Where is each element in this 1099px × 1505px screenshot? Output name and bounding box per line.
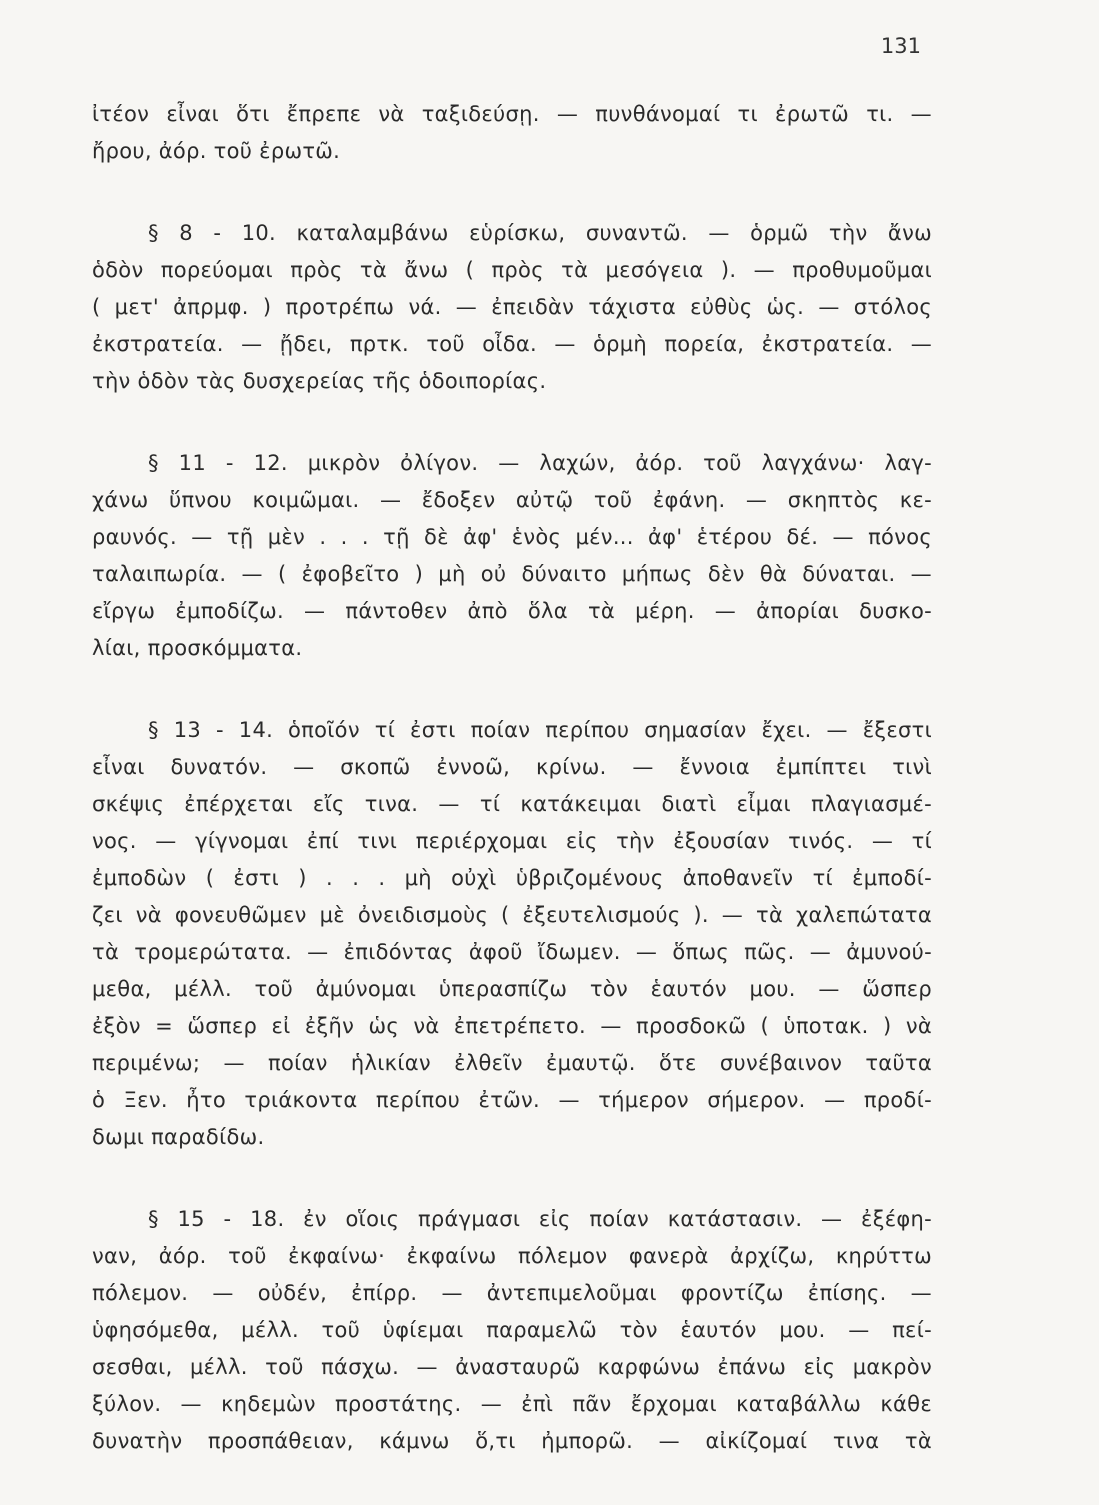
text-line: ἐξὸν = ὥσπερ εἰ ἐξῆν ὡς νὰ ἐπετρέπετο. — προσδοκῶ ( ὑποτακ. ) νὰ [92, 1014, 932, 1038]
text-line: σεσθαι, μέλλ. τοῦ πάσχω. — ἀνασταυρῶ καρφώνω ἐπάνω εἰς μακρὸν [92, 1355, 932, 1379]
text-line: ταλαιπωρία. — ( ἐφοβεῖτο ) μὴ οὐ δύναιτο μήπως δὲν θὰ δύναται. — [92, 562, 932, 586]
text-line: πόλεμον. — οὐδέν, ἐπίρρ. — ἀντεπιμελοῦμαι φροντίζω ἐπίσης. — [92, 1281, 932, 1305]
paragraph-section-15-18 [92, 1201, 932, 1460]
text-line: λίαι, προσκόμματα. [92, 636, 303, 660]
text-line: ραυνός. — τῇ μὲν . . . τῇ δὲ ἀφ' ἑνὸς μέν... ἀφ' ἑτέρου δέ. — πόνος [92, 525, 932, 549]
text-line: § 11 - 12. μικρὸν ὀλίγον. — λαχών, ἀόρ. τοῦ λαγχάνω· λαγ- [148, 451, 932, 475]
text-line: ὁ Ξεν. ἦτο τριάκοντα περίπου ἐτῶν. — τήμερον σήμερον. — προδί- [92, 1088, 932, 1112]
page-body [92, 96, 932, 1505]
text-line: ( μετ' ἀπρμφ. ) προτρέπω νά. — ἐπειδὰν τάχιστα εὐθὺς ὡς. — στόλος [92, 295, 932, 319]
text-line: χάνω ὕπνου κοιμῶμαι. — ἔδοξεν αὐτῷ τοῦ ἐφάνη. — σκηπτὸς κε- [92, 488, 932, 512]
paragraph-section-8-10 [92, 215, 932, 400]
text-line: νος. — γίγνομαι ἐπί τινι περιέρχομαι εἰς τὴν ἐξουσίαν τινός. — τί [92, 829, 932, 853]
page-number: 131 [880, 34, 921, 58]
text-line: ὁδὸν πορεύομαι πρὸς τὰ ἄνω ( πρὸς τὰ μεσόγεια ). — προθυμοῦμαι [92, 258, 932, 282]
text-line: σκέψις ἐπέρχεται εἴς τινα. — τί κατάκειμαι διατὶ εἶμαι πλαγιασμέ- [92, 792, 932, 816]
text-line: τὴν ὁδὸν τὰς δυσχερείας τῆς ὁδοιπορίας. [92, 369, 547, 393]
paragraph-section-13-14 [92, 712, 932, 1156]
text-line: εἴργω ἐμποδίζω. — πάντοθεν ἀπὸ ὅλα τὰ μέρη. — ἀπορίαι δυσκο- [92, 599, 932, 623]
text-line: ναν, ἀόρ. τοῦ ἐκφαίνω· ἐκφαίνω πόλεμον φανερὰ ἀρχίζω, κηρύττω [92, 1244, 932, 1268]
text-line: ἐκστρατεία. — ᾔδει, πρτκ. τοῦ οἶδα. — ὁρμὴ πορεία, ἐκστρατεία. — [92, 332, 932, 356]
text-line: ἰτέον εἶναι ὅτι ἔπρεπε νὰ ταξιδεύσῃ. — πυνθάνομαί τι ἐρωτῶ τι. — [92, 102, 932, 126]
text-line: ζει νὰ φονευθῶμεν μὲ ὀνειδισμοὺς ( ἐξευτελισμούς ). — τὰ χαλεπώτατα [92, 903, 932, 927]
text-line: ξύλον. — κηδεμὼν προστάτης. — ἐπὶ πᾶν ἔρχομαι καταβάλλω κάθε [92, 1392, 932, 1416]
text-line: ὑφησόμεθα, μέλλ. τοῦ ὑφίεμαι παραμελῶ τὸν ἑαυτόν μου. — πεί- [92, 1318, 932, 1342]
text-line: ἤρου, ἀόρ. τοῦ ἐρωτῶ. [92, 139, 341, 163]
text-line: § 15 - 18. ἐν οἵοις πράγμασι εἰς ποίαν κατάστασιν. — ἐξέφη- [148, 1207, 932, 1231]
text-line: εἶναι δυνατόν. — σκοπῶ ἐννοῶ, κρίνω. — ἔννοια ἐμπίπτει τινὶ [92, 755, 932, 779]
text-line: δυνατὴν προσπάθειαν, κάμνω ὅ,τι ἠμπορῶ. — αἰκίζομαί τινα τὰ [92, 1429, 932, 1453]
text-line: ἐμποδὼν ( ἐστι ) . . . μὴ οὐχὶ ὑβριζομένους ἀποθανεῖν τί ἐμποδί- [92, 866, 932, 890]
paragraph-section-11-12 [92, 445, 932, 667]
text-line: τὰ τρομερώτατα. — ἐπιδόντας ἀφοῦ ἴδωμεν. — ὅπως πῶς. — ἀμυνού- [92, 940, 932, 964]
paragraph-1 [92, 96, 932, 170]
text-line: περιμένω; — ποίαν ἡλικίαν ἐλθεῖν ἐμαυτῷ. ὅτε συνέβαινον ταῦτα [92, 1051, 932, 1075]
text-line: § 8 - 10. καταλαμβάνω εὑρίσκω, συναντῶ. — ὁρμῶ τὴν ἄνω [148, 221, 932, 245]
text-line: μεθα, μέλλ. τοῦ ἀμύνομαι ὑπερασπίζω τὸν ἑαυτόν μου. — ὥσπερ [92, 977, 932, 1001]
text-line: § 13 - 14. ὁποῖόν τί ἐστι ποίαν περίπου σημασίαν ἔχει. — ἔξεστι [148, 718, 932, 742]
text-line: δωμι παραδίδω. [92, 1125, 265, 1149]
